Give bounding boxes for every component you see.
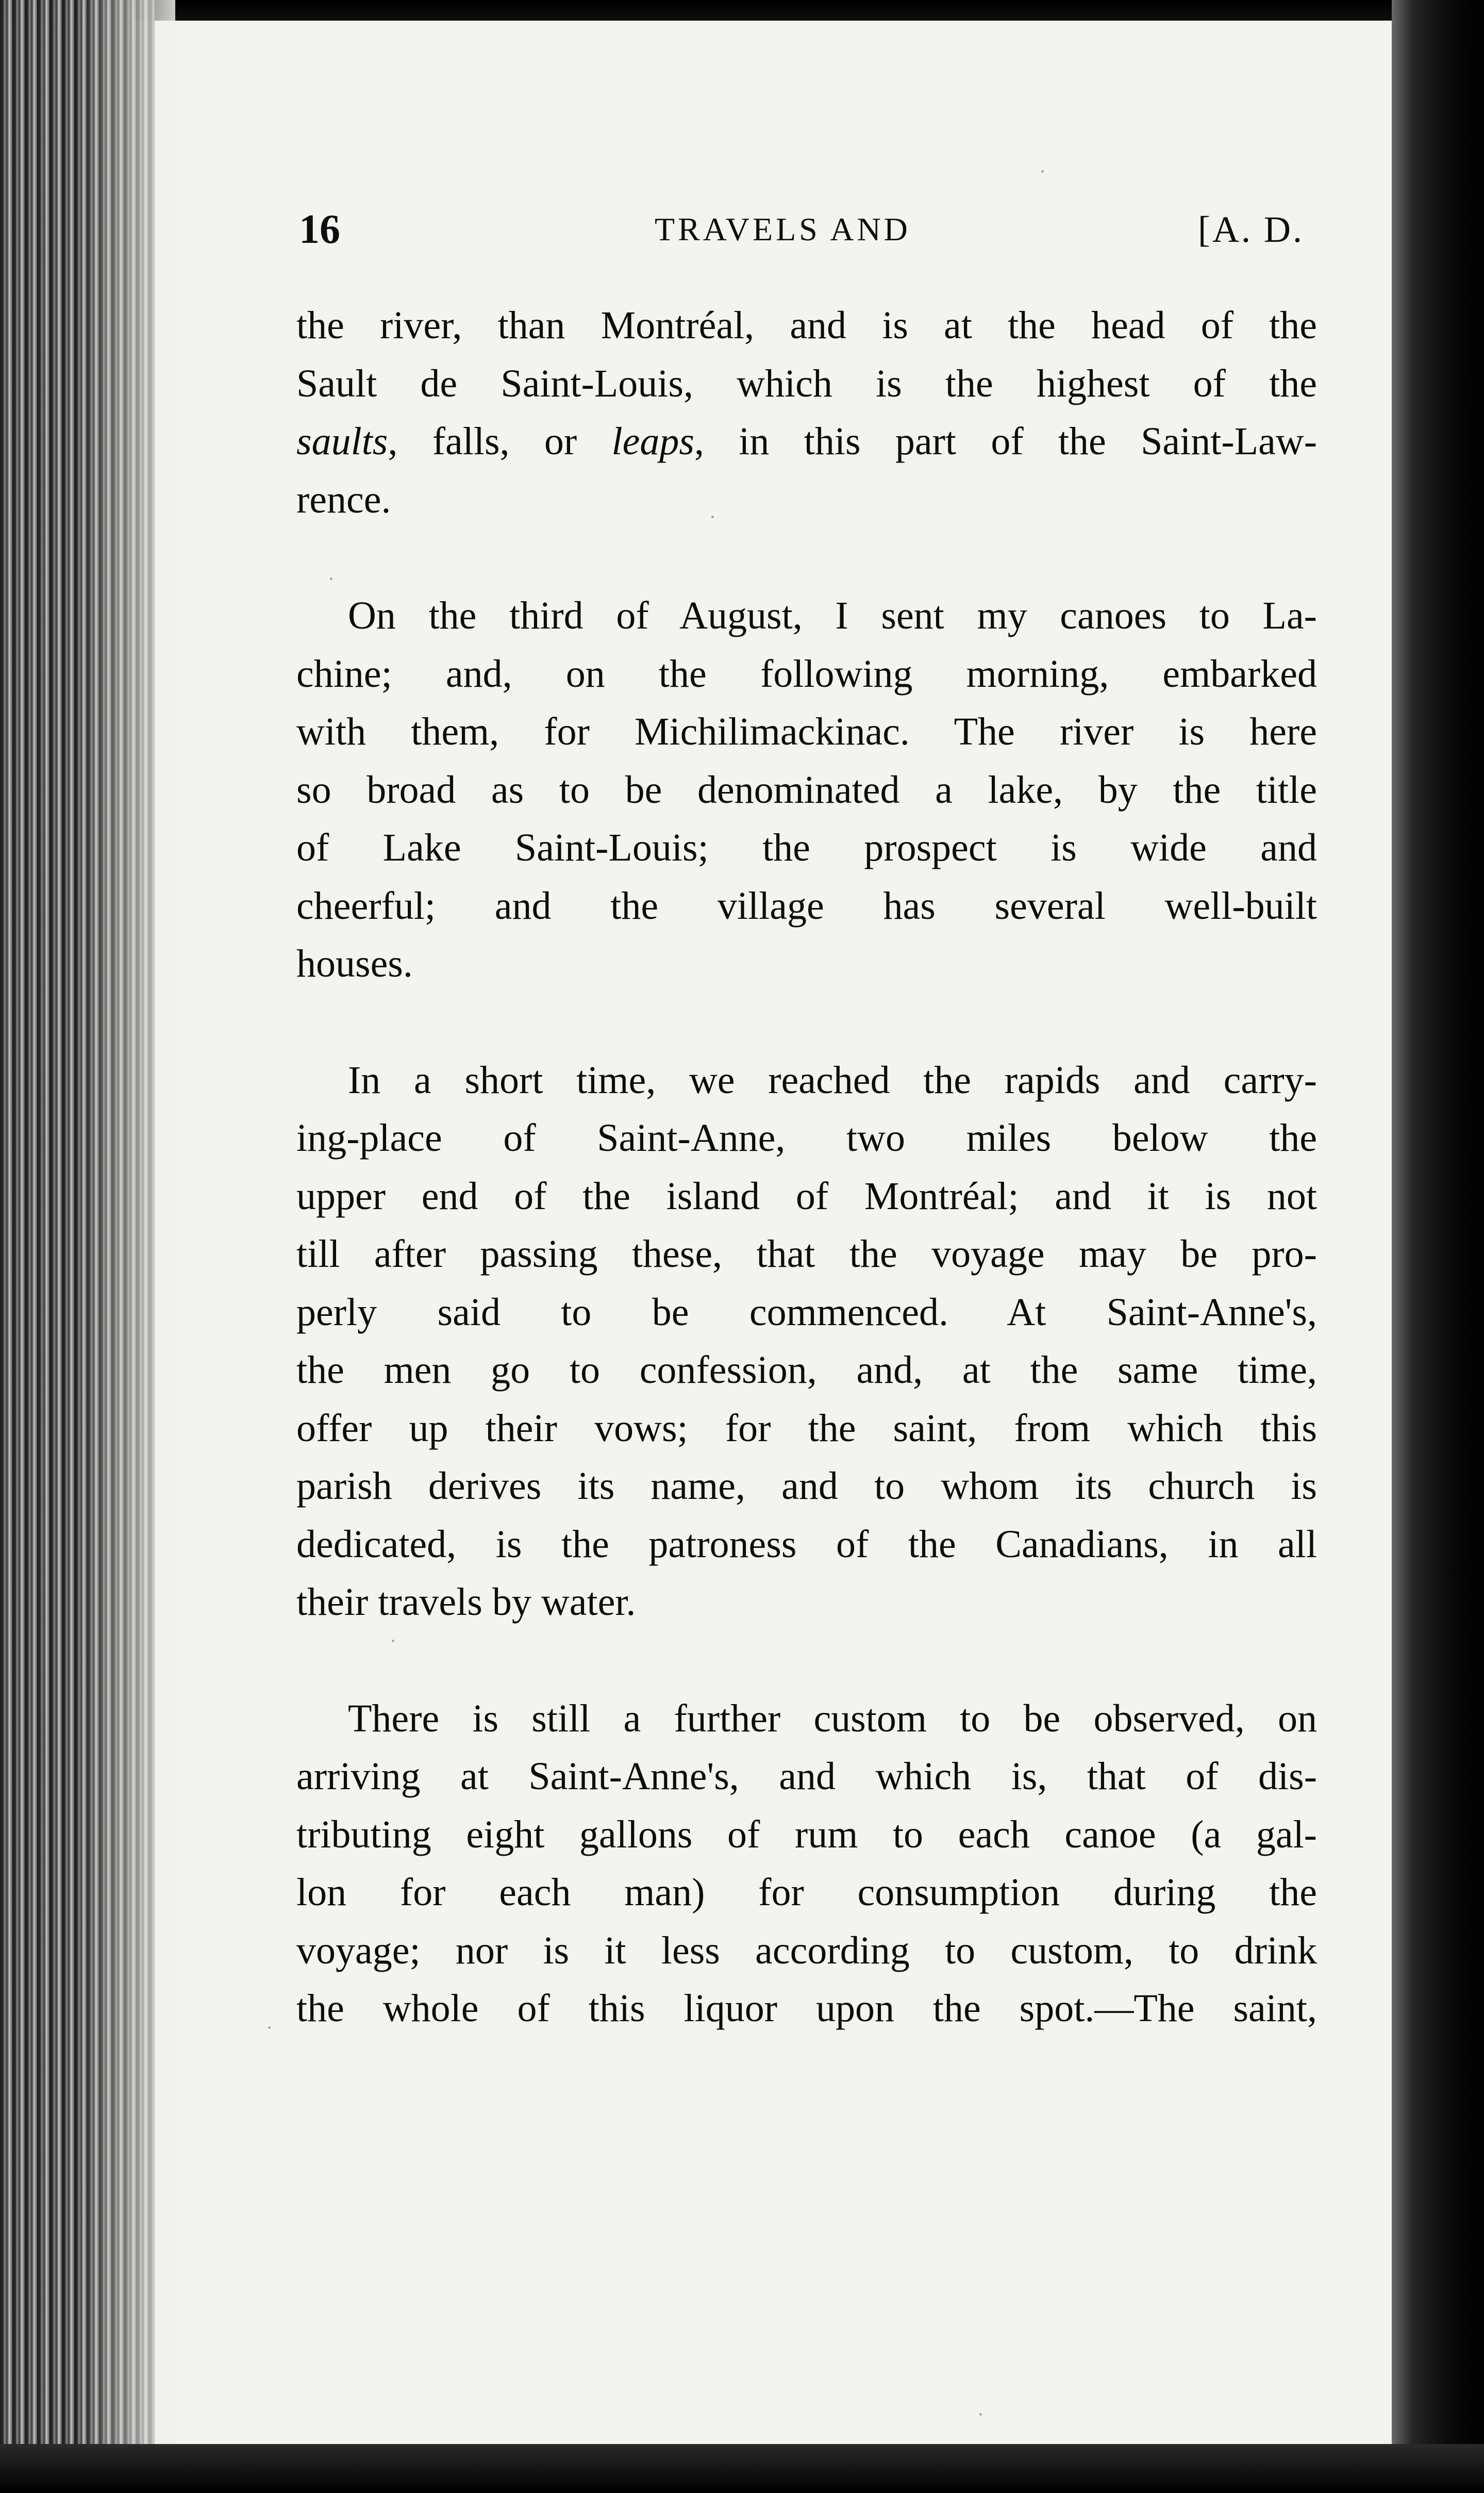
text-line: Sault de Saint-Louis, which is the highest of the: [296, 361, 1317, 405]
text-line: ing-place of Saint-Anne, two miles below the: [296, 1116, 1317, 1160]
text-line: [296, 412, 1317, 471]
page-number: 16: [299, 207, 340, 252]
text-line: the whole of this liquor upon the spot.—The saint,: [296, 1987, 1317, 2030]
text-line: cheerful; and the village has several well-built: [296, 884, 1317, 928]
paragraph-1: [296, 296, 1317, 529]
text-line: upper end of the island of Montréal; and it is not: [296, 1174, 1317, 1218]
text-line: parish derives its name, and to whom its church is: [296, 1464, 1317, 1508]
running-head: [299, 206, 1304, 263]
page-right-edge-shadow: [1392, 0, 1484, 2493]
text-line: arriving at Saint-Anne's, and which is, that of dis-: [296, 1755, 1317, 1798]
italic-word-leaps: leaps: [611, 420, 694, 463]
italic-word-saults: saults: [296, 420, 388, 463]
text-line: tributing eight gallons of rum to each canoe (a gal-: [296, 1812, 1317, 1856]
body-text: [296, 296, 1317, 2096]
text-line: chine; and, on the following morning, embarked: [296, 652, 1317, 696]
text-fragment: , falls, or: [388, 420, 612, 463]
text-line: houses.: [296, 942, 413, 985]
scan-bottom-border: [0, 2444, 1484, 2493]
text-line: On the third of August, I sent my canoes to La-: [348, 594, 1317, 637]
paragraph-4: [296, 1690, 1317, 2038]
text-line: offer up their vows; for the saint, from which this: [296, 1406, 1317, 1450]
text-line: There is still a further custom to be observed, on: [348, 1696, 1317, 1740]
text-line: rence.: [296, 477, 391, 521]
text-line: of Lake Saint-Louis; the prospect is wide and: [296, 826, 1317, 869]
text-line: with them, for Michilimackinac. The river is here: [296, 710, 1317, 753]
running-date: [A. D.: [1198, 209, 1304, 250]
text-fragment: , in this part of the Saint-Law-: [694, 420, 1318, 463]
text-line: so broad as to be denominated a lake, by the title: [296, 768, 1317, 812]
text-line: the river, than Montréal, and is at the head of the: [296, 304, 1317, 347]
text-line: In a short time, we reached the rapids and carry-: [348, 1058, 1317, 1102]
text-line: perly said to be commenced. At Saint-Anne's,: [296, 1290, 1317, 1334]
paragraph-2: [296, 587, 1317, 993]
paragraph-3: [296, 1051, 1317, 1631]
binding-shadow: [77, 0, 175, 2493]
running-title: TRAVELS AND: [655, 211, 911, 247]
text-line: till after passing these, that the voyage may be pro-: [296, 1232, 1317, 1276]
text-line: lon for each man) for consumption during the: [296, 1871, 1317, 1914]
text-line: their travels by water.: [296, 1580, 636, 1624]
text-line: the men go to confession, and, at the same time,: [296, 1348, 1317, 1392]
text-line: voyage; nor is it less according to custom, to drink: [296, 1928, 1317, 1972]
text-line: dedicated, is the patroness of the Canadians, in all: [296, 1522, 1317, 1566]
